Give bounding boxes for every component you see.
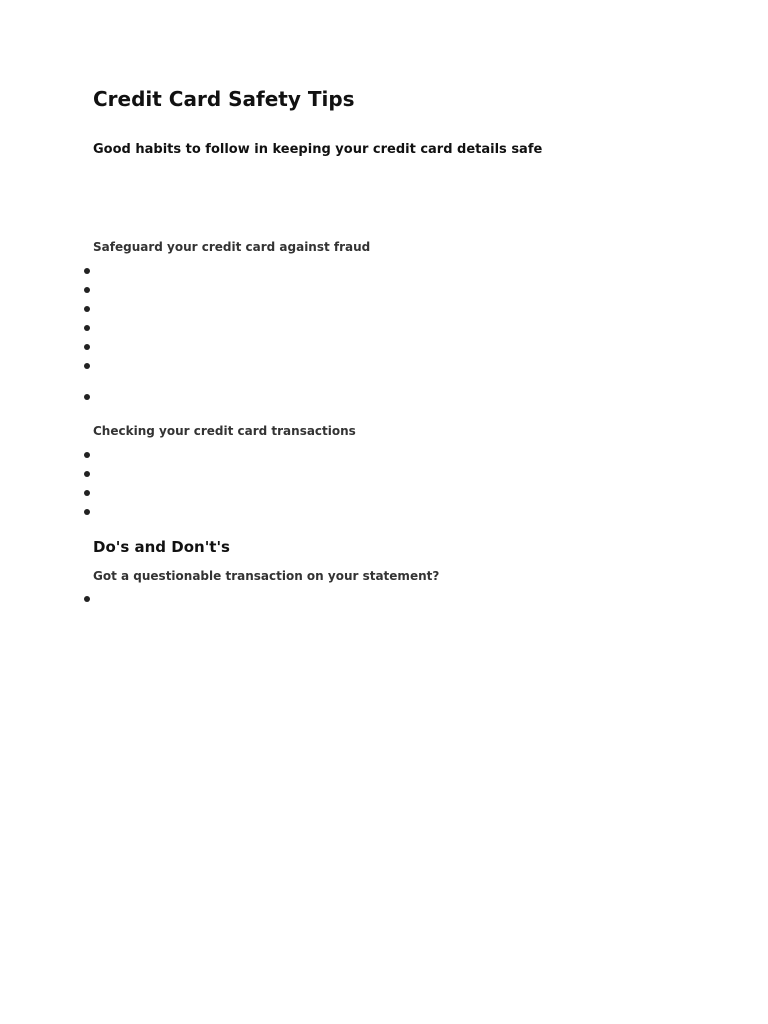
list-bullet — [84, 452, 90, 458]
list-bullet — [84, 268, 90, 274]
list-bullet — [84, 596, 90, 602]
list-bullet — [84, 471, 90, 477]
list-bullet — [84, 306, 90, 312]
list-bullet — [84, 490, 90, 496]
list-bullet — [84, 325, 90, 331]
section-title-dos-donts: Do's and Don't's — [93, 538, 230, 556]
list-bullet — [84, 287, 90, 293]
section-heading-fraud: Safeguard your credit card against fraud — [93, 240, 371, 254]
list-bullet — [84, 363, 90, 369]
page-title: Credit Card Safety Tips — [93, 87, 355, 111]
page-subtitle: Good habits to follow in keeping your credit card details safe — [93, 142, 543, 157]
section-heading-transactions: Checking your credit card transactions — [93, 424, 356, 438]
list-bullet — [84, 394, 90, 400]
list-bullet — [84, 344, 90, 350]
section-heading-questionable: Got a questionable transaction on your statement? — [93, 569, 440, 583]
list-bullet — [84, 509, 90, 515]
